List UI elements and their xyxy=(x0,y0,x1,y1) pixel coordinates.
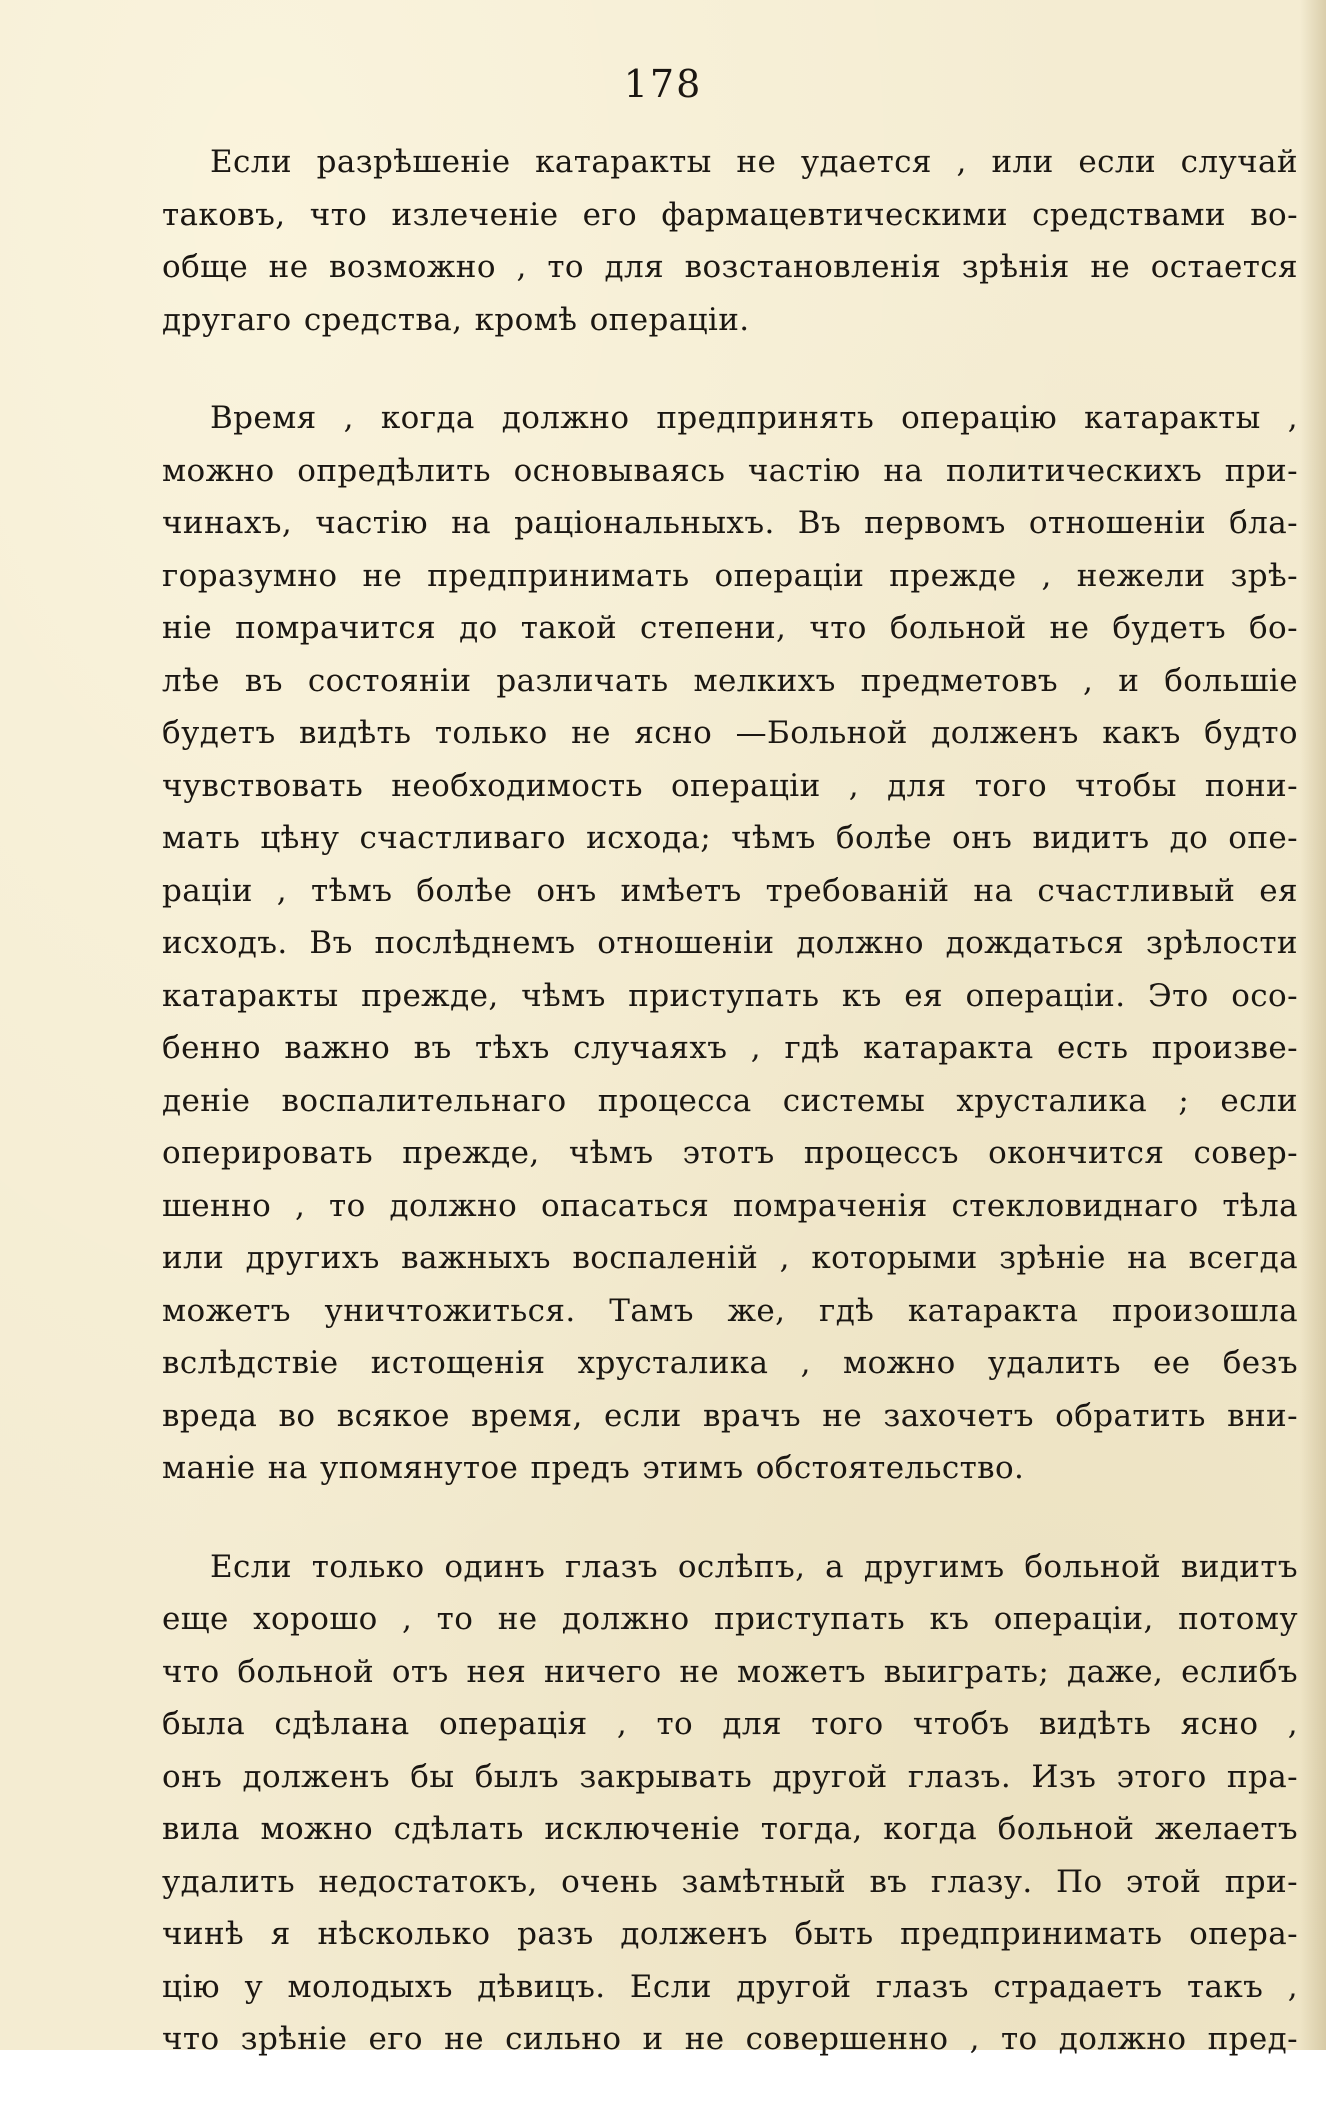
text-line: онъ долженъ бы былъ закрывать другой глазъ. Изъ этого пра- xyxy=(162,1758,1298,1795)
text-line: что больной отъ нея ничего не можетъ выиграть; даже, еслибъ xyxy=(162,1653,1298,1690)
text-line: чувствовать необходимость операціи , для того чтобы пони- xyxy=(162,767,1298,804)
text-line: горазумно не предпринимать операціи прежде , нежели зрѣ- xyxy=(162,557,1298,594)
text-line: маніе на упомянутое предъ этимъ обстоятельство. xyxy=(162,1450,1025,1486)
text-line: обще не возможно , то для возстановленія зрѣнія не остается xyxy=(162,249,1298,285)
text-line: вила можно сдѣлать исключеніе тогда, когда больной желаетъ xyxy=(162,1811,1298,1847)
page-number: 178 xyxy=(623,62,703,106)
paragraph-2 xyxy=(162,392,1298,1495)
text-line: вслѣдствіе истощенія хрусталика , можно удалить ее безъ xyxy=(162,1345,1298,1381)
text-line: лѣе въ состояніи различать мелкихъ предметовъ , и большіе xyxy=(162,662,1298,699)
text-line: будетъ видѣть только не ясно —Больной долженъ какъ будто xyxy=(162,715,1298,751)
text-line: можно опредѣлить основываясь частію на политическихъ при- xyxy=(162,452,1298,489)
text-line: чинѣ я нѣсколько разъ долженъ быть предпринимать опера- xyxy=(162,1916,1298,1952)
text-line: мать цѣну счастливаго исхода; чѣмъ болѣе онъ видитъ до опе- xyxy=(162,820,1298,856)
text-line: исходъ. Въ послѣднемъ отношеніи должно дождаться зрѣлости xyxy=(162,925,1298,961)
text-line: что зрѣніе его не сильно и не совершенно , то должно пред- xyxy=(162,2021,1298,2057)
text-line: таковъ, что излеченіе его фармацевтическими средствами во- xyxy=(162,196,1298,233)
body-text xyxy=(162,136,1298,2112)
page-edge-shadow xyxy=(1300,0,1326,2050)
text-line: или другихъ важныхъ воспаленій , которыми зрѣніе на всегда xyxy=(162,1240,1298,1276)
text-line: цію у молодыхъ дѣвицъ. Если другой глазъ страдаетъ такъ , xyxy=(162,1968,1298,2005)
text-line: деніе воспалительнаго процесса системы хрусталика ; если xyxy=(162,1082,1298,1119)
text-line: еще хорошо , то не должно приступать къ операціи, потому xyxy=(162,1601,1298,1637)
text-line: Если только одинъ глазъ ослѣпъ, а другимъ больной видитъ xyxy=(210,1548,1298,1585)
text-line: катаракты прежде, чѣмъ приступать къ ея операціи. Это осо- xyxy=(162,977,1298,1014)
text-line: можетъ уничтожиться. Тамъ же, гдѣ катаракта произошла xyxy=(162,1292,1298,1329)
text-line: оперировать прежде, чѣмъ этотъ процессъ окончится совер- xyxy=(162,1135,1298,1171)
text-line: Время , когда должно предпринять операцію катаракты , xyxy=(210,400,1298,436)
text-line: удалить недостатокъ, очень замѣтный въ глазу. По этой при- xyxy=(162,1863,1298,1900)
paragraph-3 xyxy=(162,1541,1298,2066)
paragraph-1 xyxy=(162,136,1298,346)
text-line: шенно , то должно опасаться помраченія стекловиднаго тѣла xyxy=(162,1187,1298,1224)
text-line: была сдѣлана операція , то для того чтобъ видѣть ясно , xyxy=(162,1706,1298,1742)
text-line: раціи , тѣмъ болѣе онъ имѣетъ требованій на счастливый ея xyxy=(162,872,1298,909)
text-line: чинахъ, частію на раціональныхъ. Въ первомъ отношеніи бла- xyxy=(162,505,1298,541)
text-line: вреда во всякое время, если врачъ не захочетъ обратить вни- xyxy=(162,1397,1298,1434)
text-line: ніе помрачится до такой степени, что больной не будетъ бо- xyxy=(162,610,1298,646)
text-line: бенно важно въ тѣхъ случаяхъ , гдѣ катаракта есть произве- xyxy=(162,1030,1298,1066)
text-line: другаго средства, кромѣ операціи. xyxy=(162,301,750,338)
text-line: Если разрѣшеніе катаракты не удается , или если случай xyxy=(210,144,1298,180)
